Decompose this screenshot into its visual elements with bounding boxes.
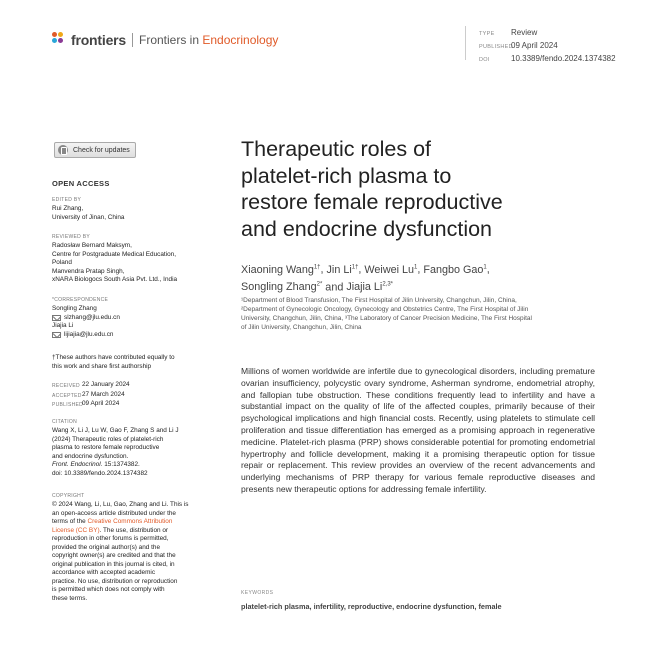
check-for-updates-button[interactable] (54, 142, 136, 158)
author[interactable]: Xiaoning Wang$^{1\dagger}$ (241, 263, 321, 276)
update-icon (58, 145, 68, 155)
journal-name: Frontiers in Endocrinology (139, 33, 279, 47)
accepted-key: ACCEPTED (52, 392, 82, 399)
affiliations: ¹Department of Blood Transfusion, The First Hospital of Jilin University, Changchun, Jilin, China, ²Department of Gynecologic Oncology, Gynecology and Obstetrics Centre, The First Hospital of Jilin University, Changchun, Jilin, China, ³The Laboratory of Cancer Precision Medicine, The First Hospital of Jilin University, Changchun, Jilin, China (241, 297, 532, 331)
check-for-updates-label: Check for updates (73, 146, 130, 154)
author-list: Xiaoning Wang$^{1\dagger}$, Jin $Li^{1\dagger}$, Weiwei Lu$^1$, Fangbo Gao$^1$, Songling Zhang$^{2*}$ and Jiajia $Li^{2,3*}$ (241, 263, 490, 294)
type-value: Review (511, 28, 538, 37)
reviewer-line: xNARA Biologocs South Asia Pvt. Ltd., India (52, 276, 178, 283)
author[interactable]: Weiwei Lu$^1$ (364, 263, 418, 276)
citation-doi[interactable]: doi: 10.3389/fendo.2024.1374382 (52, 469, 148, 477)
published-value: 09 April 2024 (511, 41, 558, 50)
brand-name: frontiers (71, 32, 126, 48)
type-key: TYPE (479, 31, 495, 37)
reviewed-by-section (52, 233, 234, 285)
editor-name: Rui Zhang, (52, 205, 84, 212)
doi-key: DOI (479, 57, 490, 63)
correspondent-name: Songling Zhang (52, 305, 97, 312)
citation-heading: CITATION (52, 419, 77, 425)
accepted-date: 27 March 2024 (82, 390, 125, 398)
editor-affiliation: University of Jinan, China (52, 213, 125, 221)
correspondent-email[interactable]: lijiajia@jlu.edu.cn (52, 331, 234, 340)
received-key: RECEIVED (52, 383, 80, 389)
correspondent-name: Jiajia Li (52, 322, 74, 329)
mail-icon (52, 332, 61, 338)
author[interactable]: Jiajia $Li^{2,3*}$ (346, 281, 394, 294)
keywords: platelet-rich plasma, infertility, reproductive, endocrine dysfunction, female (241, 602, 502, 611)
correspondence-section (52, 296, 234, 339)
reviewer-line: Radosław Bernard Maksym, (52, 242, 132, 249)
author[interactable]: Jin $Li^{1\dagger}$ (326, 263, 359, 276)
equal-contribution-note: †These authors have contributed equally to this work and share first authorship (52, 354, 175, 370)
keywords-heading: KEYWORDS (241, 590, 274, 596)
published-key: PUBLISHED (52, 402, 84, 408)
reviewer-line: Manvendra Pratap Singh, (52, 267, 125, 275)
frontiers-logo[interactable] (52, 31, 278, 49)
correspondence-heading: *CORRESPONDENCE (52, 297, 109, 303)
doi-link[interactable]: 10.3389/fendo.2024.1374382 (511, 54, 616, 63)
author[interactable]: Songling Zhang$^{2*}$ (241, 281, 323, 294)
dates-section (52, 381, 234, 410)
correspondent-email[interactable]: slzhang@jlu.edu.cn (52, 314, 234, 323)
reviewer-line: Poland (52, 259, 72, 266)
reviewed-by-heading: REVIEWED BY (52, 234, 91, 240)
published-key: PUBLISHED (479, 44, 513, 50)
citation-section: CITATION Wang X, Li J, Lu W, Gao F, Zhang S and Li J (2024) Therapeutic roles of platelet-rich plasma to restore female reproductive and endocrine dysfunction. Front. Endocrinol. 15:1374382. doi: 10.3389/fendo.2024.1374382 (52, 418, 234, 478)
cc-license-link[interactable]: Creative Commons Attribution (87, 518, 173, 525)
mail-icon (52, 315, 61, 321)
open-access-label: OPEN ACCESS (52, 179, 110, 188)
edited-by-heading: EDITED BY (52, 197, 82, 203)
logo-divider (132, 33, 133, 47)
abstract: Millions of women worldwide are infertile due to gynecological disorders, including premature ovarian insufficiency, polycystic ovary syndrome, Asherman syndrome, endometrial atrophy, and fallopian tube obstruction. These conditions frequently lead to infertility and have a substantial impact on the quality of life of the affected couples, primarily because of their psychological implications and high financial costs. Recently, using platelets to stimulate cell proliferation and tissue differentiation has emerged as a promising approach in regenerative medicine. Platelet-rich plasma (PRP) shows considerable potential for promoting endometrial hypertrophy and follicle development, making it a promising therapeutic option for tissue repair or replacement. This review provides an overview of the recent advancements and underlying mechanisms of PRP therapy for various female reproductive diseases and presents new therapeutic options for addressing female infertility. (241, 366, 595, 494)
copyright-section: COPYRIGHT © 2024 Wang, Li, Lu, Gao, Zhang and Li. This is an open-access article distributed under the terms of the Creative Commons Attribution License (CC BY). The use, distribution or reproduction in other forums is permitted, provided the original author(s) and the copyright owner(s) are credited and that the original publication in this journal is cited, in accordance with accepted academic practice. No use, distribution or reproduction is permitted which does not comply with these terms. (52, 492, 234, 603)
copyright-heading: COPYRIGHT (52, 493, 85, 499)
published-date: 09 April 2024 (82, 400, 120, 407)
reviewer-line: Centre for Postgraduate Medical Education, (52, 250, 176, 258)
header-divider (465, 26, 466, 60)
edited-by-section (52, 196, 234, 222)
frontiers-logo-icon (52, 32, 68, 48)
author[interactable]: Fangbo Gao$^1$ (423, 263, 487, 276)
cc-license-link[interactable]: License (CC BY) (52, 526, 100, 534)
article-title: Therapeutic roles of platelet-rich plasma to restore female reproductive and endocrine dysfunction (241, 137, 503, 241)
article-meta (479, 27, 616, 66)
received-date: 22 January 2024 (82, 381, 130, 388)
